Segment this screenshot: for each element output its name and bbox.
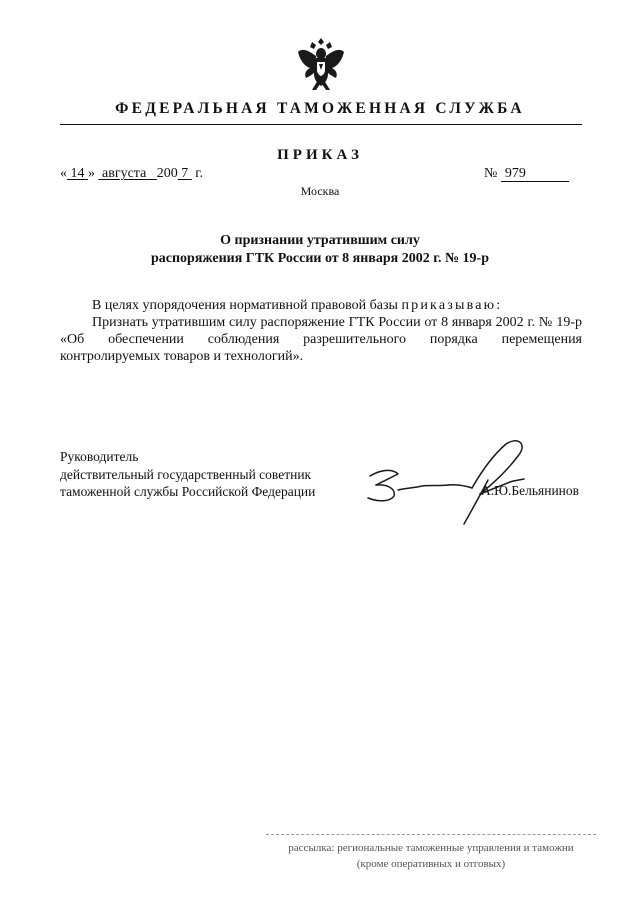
date-year-prefix: 200 [156, 166, 178, 181]
order-number [484, 166, 569, 182]
date-open-quote: « [60, 166, 67, 181]
order-body [60, 297, 582, 365]
signatory-line-3: таможенной службы Российской Федерации [60, 484, 316, 499]
body-paragraph-2: Признать утратившим силу распоряжение ГТК России от 8 января 2002 г. № 19-р «Об обеспечении соблюдения разрешительного порядка перемещения контролируемых товаров и технологий». [60, 315, 582, 364]
signatory-title [60, 448, 315, 501]
distribution-divider [266, 834, 596, 835]
order-number-prefix: № [484, 166, 498, 181]
signatory-name: А.Ю.Бельянинов [481, 483, 580, 498]
subject-line-2: распоряжения ГТК России от 8 января 2002 г. № 19-р [150, 251, 490, 266]
handwritten-signature-icon [340, 430, 550, 530]
signatory-line-2: действительный государственный советник [60, 466, 312, 482]
order-date [60, 166, 203, 182]
distribution-list [266, 840, 596, 872]
date-month: августа [102, 166, 147, 181]
date-day: 14 [70, 166, 85, 181]
body-paragraph-1: В целях упорядочения нормативной правовой базы приказываю: [92, 298, 503, 313]
date-close-quote: » [88, 166, 95, 181]
coat-of-arms-icon [296, 36, 346, 92]
document-type-title: ПРИКАЗ [277, 147, 363, 163]
distribution-line-1: рассылка: региональные таможенные управления и таможни [288, 842, 574, 854]
order-number-value: 979 [501, 167, 569, 182]
order-subject [0, 232, 640, 268]
date-year-suffix: г. [195, 166, 203, 181]
city: Москва [300, 184, 340, 198]
command-word: приказываю: [401, 298, 503, 313]
subject-line-1: О признании утратившим силу [220, 233, 420, 248]
signatory-line-1: Руководитель [60, 449, 139, 464]
date-year-digit: 7 [181, 166, 189, 181]
distribution-line-2: (кроме оперативных и отговых) [356, 858, 506, 870]
agency-title: ФЕДЕРАЛЬНАЯ ТАМОЖЕННАЯ СЛУЖБА [115, 100, 525, 117]
header-divider [60, 124, 582, 125]
